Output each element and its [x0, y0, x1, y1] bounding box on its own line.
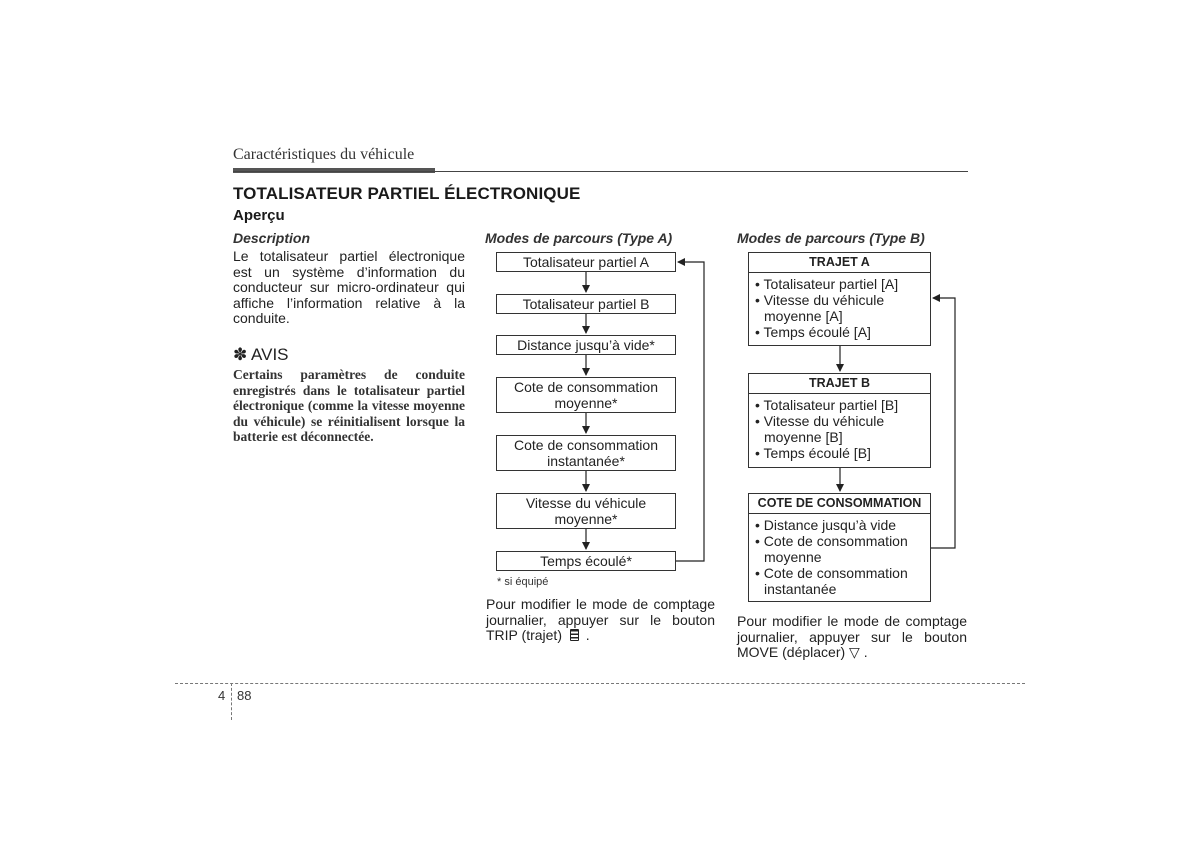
- group-item: • Temps écoulé [B]: [755, 445, 871, 461]
- mode-label: Distance jusqu’à vide*: [517, 336, 655, 353]
- group-title: TRAJET A: [749, 253, 930, 273]
- group-item: • Vitesse du véhicule moyenne [B]: [755, 413, 885, 445]
- type-b-arrows: [840, 298, 955, 548]
- footer-divider: [231, 683, 232, 720]
- type-a-arrows: [586, 262, 704, 561]
- footer-rule: [175, 683, 1025, 684]
- footnote: * si équipé: [497, 576, 549, 588]
- group-item: • Totalisateur partiel [B]: [755, 397, 899, 413]
- mode-label: Cote de consommation instantanée*: [514, 436, 658, 469]
- loop-arrow: [676, 262, 704, 561]
- instruction-end: .: [585, 627, 590, 643]
- avis-title: ✽ AVIS: [233, 345, 289, 364]
- group-item: • Totalisateur partiel [A]: [755, 276, 899, 292]
- group-item: • Temps écoulé [A]: [755, 324, 871, 340]
- group-title: TRAJET B: [749, 374, 930, 394]
- mode-label: Temps écoulé*: [540, 552, 632, 569]
- avis-text: Certains paramètres de conduite enregistrés dans le totalisateur partiel électronique (comme la vitesse moyenne du véhicule) se réinitialisent lorsque la batterie est déconnectée.: [233, 367, 465, 444]
- type-b-instruction: Pour modifier le mode de comptage journalier, appuyer sur le bouton MOVE (déplacer) ▽ .: [737, 613, 967, 660]
- group-item: • Distance jusqu’à vide: [755, 517, 897, 533]
- type-a-heading: Modes de parcours (Type A): [485, 230, 673, 246]
- description-text: Le totalisateur partiel électronique est un système d’information du conducteur sur micro-ordinateur qui affiche l’information relative à la conduite.: [233, 248, 465, 326]
- section-title: Aperçu: [233, 207, 285, 224]
- page-number: 88: [237, 688, 252, 703]
- group-item: • Vitesse du véhicule moyenne [A]: [755, 292, 885, 324]
- group-title: COTE DE CONSOMMATION: [749, 494, 930, 514]
- chapter-title: Caractéristiques du véhicule: [233, 146, 415, 163]
- type-b-heading: Modes de parcours (Type B): [737, 230, 925, 246]
- group-item: • Cote de consommation instantanée: [755, 565, 908, 597]
- mode-label: Totalisateur partiel B: [522, 295, 650, 312]
- mode-label: Cote de consommation moyenne*: [514, 378, 658, 411]
- mode-label: Vitesse du véhicule moyenne*: [525, 494, 647, 527]
- page-title: TOTALISATEUR PARTIEL ÉLECTRONIQUE: [233, 184, 581, 203]
- loop-arrow: [931, 298, 955, 548]
- group-item: • Cote de consommation moyenne: [755, 533, 908, 565]
- instruction-text: Pour modifier le mode de comptage journalier, appuyer sur le bouton TRIP (trajet): [486, 596, 715, 643]
- description-heading: Description: [233, 230, 311, 246]
- chapter-number: 4: [218, 688, 226, 703]
- mode-label: Totalisateur partiel A: [522, 253, 650, 270]
